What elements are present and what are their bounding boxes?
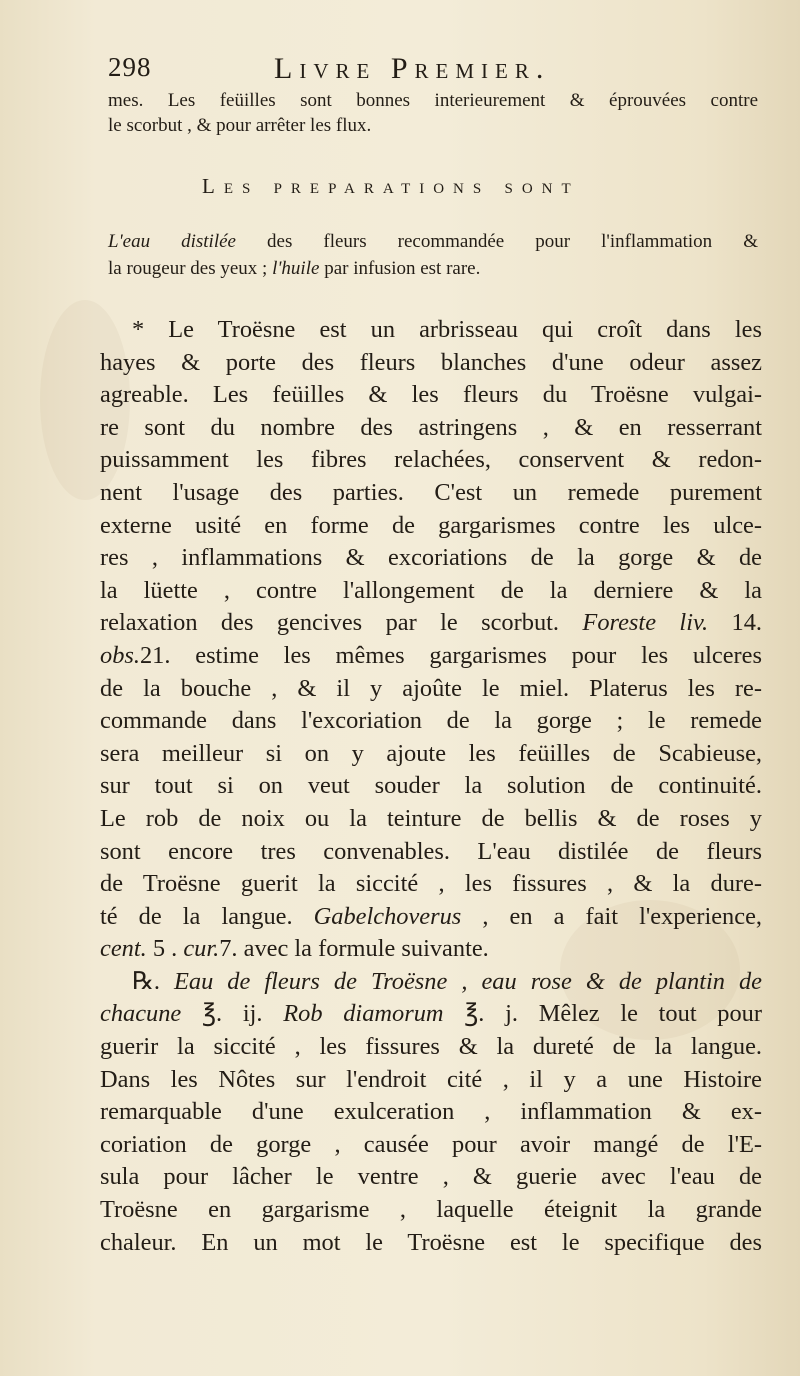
text-line: remarquable d'une exulceration , inflammation & ex- [100, 1098, 762, 1126]
text-line: la lüette , contre l'allongement de la derniere & la [100, 576, 762, 604]
text-fragment: té de la langue. [100, 902, 314, 930]
recipe-text: Rob diamorum [283, 1000, 444, 1028]
text-line: hayes & porte des fleurs blanches d'une odeur assez [100, 348, 762, 376]
italic-term: l'huile [272, 258, 320, 279]
text-line: Dans les Nôtes sur l'endroit cité , il y a une Histoire [100, 1065, 762, 1093]
text-fragment: ℥. ij. [181, 1000, 284, 1028]
text-line [100, 998, 762, 1031]
preparations-paragraph [108, 228, 758, 282]
text-line [100, 607, 762, 640]
running-title: Livre Premier. [274, 52, 551, 85]
recipe-symbol: ℞. [132, 967, 174, 995]
text-fragment: 7. avec la formule suivante. [219, 935, 489, 963]
text-line: de Troësne guerit la siccité , les fissures , & la dure- [100, 870, 762, 898]
text-fragment: 5 . [146, 935, 184, 963]
text-line: de la bouche , & il y ajoûte le miel. Platerus les re- [100, 674, 762, 702]
text-fragment: la rougeur des yeux ; [108, 258, 273, 279]
text-line: Le rob de noix ou la teinture de bellis & de roses y [100, 804, 762, 832]
text-fragment: 21. estime les mêmes gargarismes pour les ulceres [139, 641, 762, 669]
recipe-text: chacune [100, 1000, 182, 1028]
citation: cur. [183, 935, 220, 963]
citation: Gabelchoverus [313, 902, 462, 930]
italic-term: L'eau distilée [108, 231, 236, 252]
main-paragraph [100, 314, 762, 1259]
section-heading: Les preparations sont [202, 174, 580, 198]
text-line: chaleur. En un mot le Troësne est le specifique des [100, 1228, 762, 1256]
text-line: re sont du nombre des astringens , & en resserrant [100, 413, 762, 441]
text-line: guerir la siccité , les fissures & la dureté de la langue. [100, 1033, 762, 1061]
text-line: agreable. Les feüilles & les fleurs du Troësne vulgai- [100, 381, 762, 409]
page-number: 298 [108, 52, 152, 82]
text-line: sera meilleur si on y ajoute les feüilles de Scabieuse, [100, 739, 762, 767]
text-fragment: ℥. j. Mêlez le tout pour [443, 1000, 763, 1028]
text-line: sur tout si on veut souder la solution de continuité. [100, 772, 762, 800]
citation: obs. [100, 641, 140, 669]
text-line: puissamment les fibres relachées, conservent & redon- [100, 446, 762, 474]
text-line [100, 901, 762, 934]
text-line: mes. Les feüilles sont bonnes interieurement & éprouvées contre [108, 90, 758, 111]
page-header [108, 52, 768, 92]
text-fragment: 14. [708, 609, 762, 637]
text-line [100, 933, 762, 966]
text-line: * Le Troësne est un arbrisseau qui croît dans les [132, 316, 762, 343]
text-line: nent l'usage des parties. C'est un remede purement [100, 478, 762, 506]
text-line: Troësne en gargarisme , laquelle éteignit la grande [100, 1196, 762, 1224]
text-fragment: des fleurs recommandée pour l'inflammation & [235, 231, 758, 252]
text-line [108, 228, 758, 255]
citation: cent. [100, 935, 147, 963]
text-fragment: relaxation des gencives par le scorbut. [100, 609, 583, 637]
text-line: commande dans l'excoriation de la gorge ; le remede [100, 707, 762, 735]
text-line [100, 640, 762, 673]
text-line: le scorbut , & pour arrêter les flux. [108, 115, 372, 136]
text-fragment: par infusion est rare. [319, 258, 481, 279]
text-fragment: , en a fait l'experience, [461, 902, 762, 930]
text-line: sula pour lâcher le ventre , & guerie avec l'eau de [100, 1163, 762, 1191]
text-line: coriation de gorge , causée pour avoir mangé de l'E- [100, 1130, 762, 1158]
text-line [108, 255, 758, 282]
text-line [100, 966, 762, 999]
text-line: sont encore tres convenables. L'eau distilée de fleurs [100, 837, 762, 865]
text-line: res , inflammations & excoriations de la gorge & de [100, 544, 762, 572]
intro-paragraph [108, 88, 758, 138]
recipe-text: Eau de fleurs de Troësne , eau rose & de plantin de [174, 967, 763, 995]
citation: Foreste liv. [582, 609, 709, 637]
text-line: externe usité en forme de gargarismes contre les ulce- [100, 511, 762, 539]
